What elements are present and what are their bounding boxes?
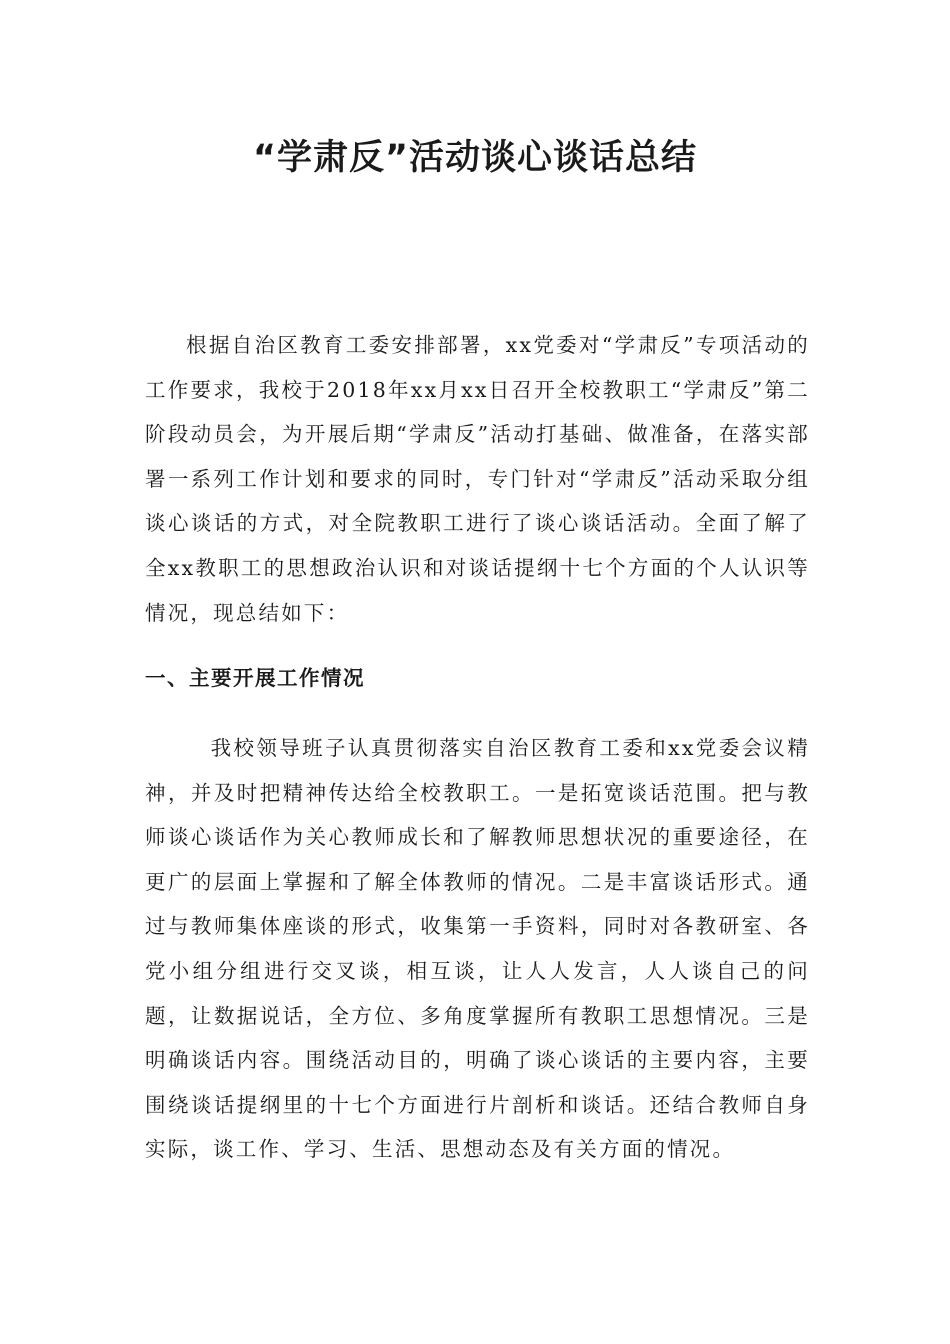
- document-title: “学肃反”活动谈心谈话总结: [252, 138, 697, 178]
- section-paragraph: 我校领导班子认真贯彻落实自治区教育工委和xx党委会议精神，并及时把精神传达给全校教职工。一是拓宽谈话范围。把与教师谈心谈话作为关心教师成长和了解教师思想状况的重要途径，在更广的层面上掌握和了解全体教师的情况。二是丰富谈话形式。通过与教师集体座谈的形式，收集第一手资料，同时对各教研室、各党小组分组进行交叉谈，相互谈，让人人发言，人人谈自己的问题，让数据说话，全方位、多角度掌握所有教职工思想情况。三是明确谈话内容。围绕活动目的，明确了谈心谈话的主要内容，主要围绕谈话提纲里的十七个方面进行片剖析和谈话。还结合教师自身实际，谈工作、学习、生活、思想动态及有关方面的情况。: [145, 736, 810, 1162]
- intro-paragraph: 根据自治区教育工委安排部署，xx党委对“学肃反”专项活动的工作要求，我校于2018年xx月xx日召开全校教职工“学肃反”第二阶段动员会，为开展后期“学肃反”活动打基础、做准备，在落实部署一系列工作计划和要求的同时，专门针对“学肃反”活动采取分组谈心谈话的方式，对全院教职工进行了谈心谈话活动。全面了解了全xx教职工的思想政治认识和对谈话提纲十七个方面的个人认识等情况，现总结如下：: [145, 333, 810, 625]
- section-heading: 一、主要开展工作情况: [145, 666, 365, 690]
